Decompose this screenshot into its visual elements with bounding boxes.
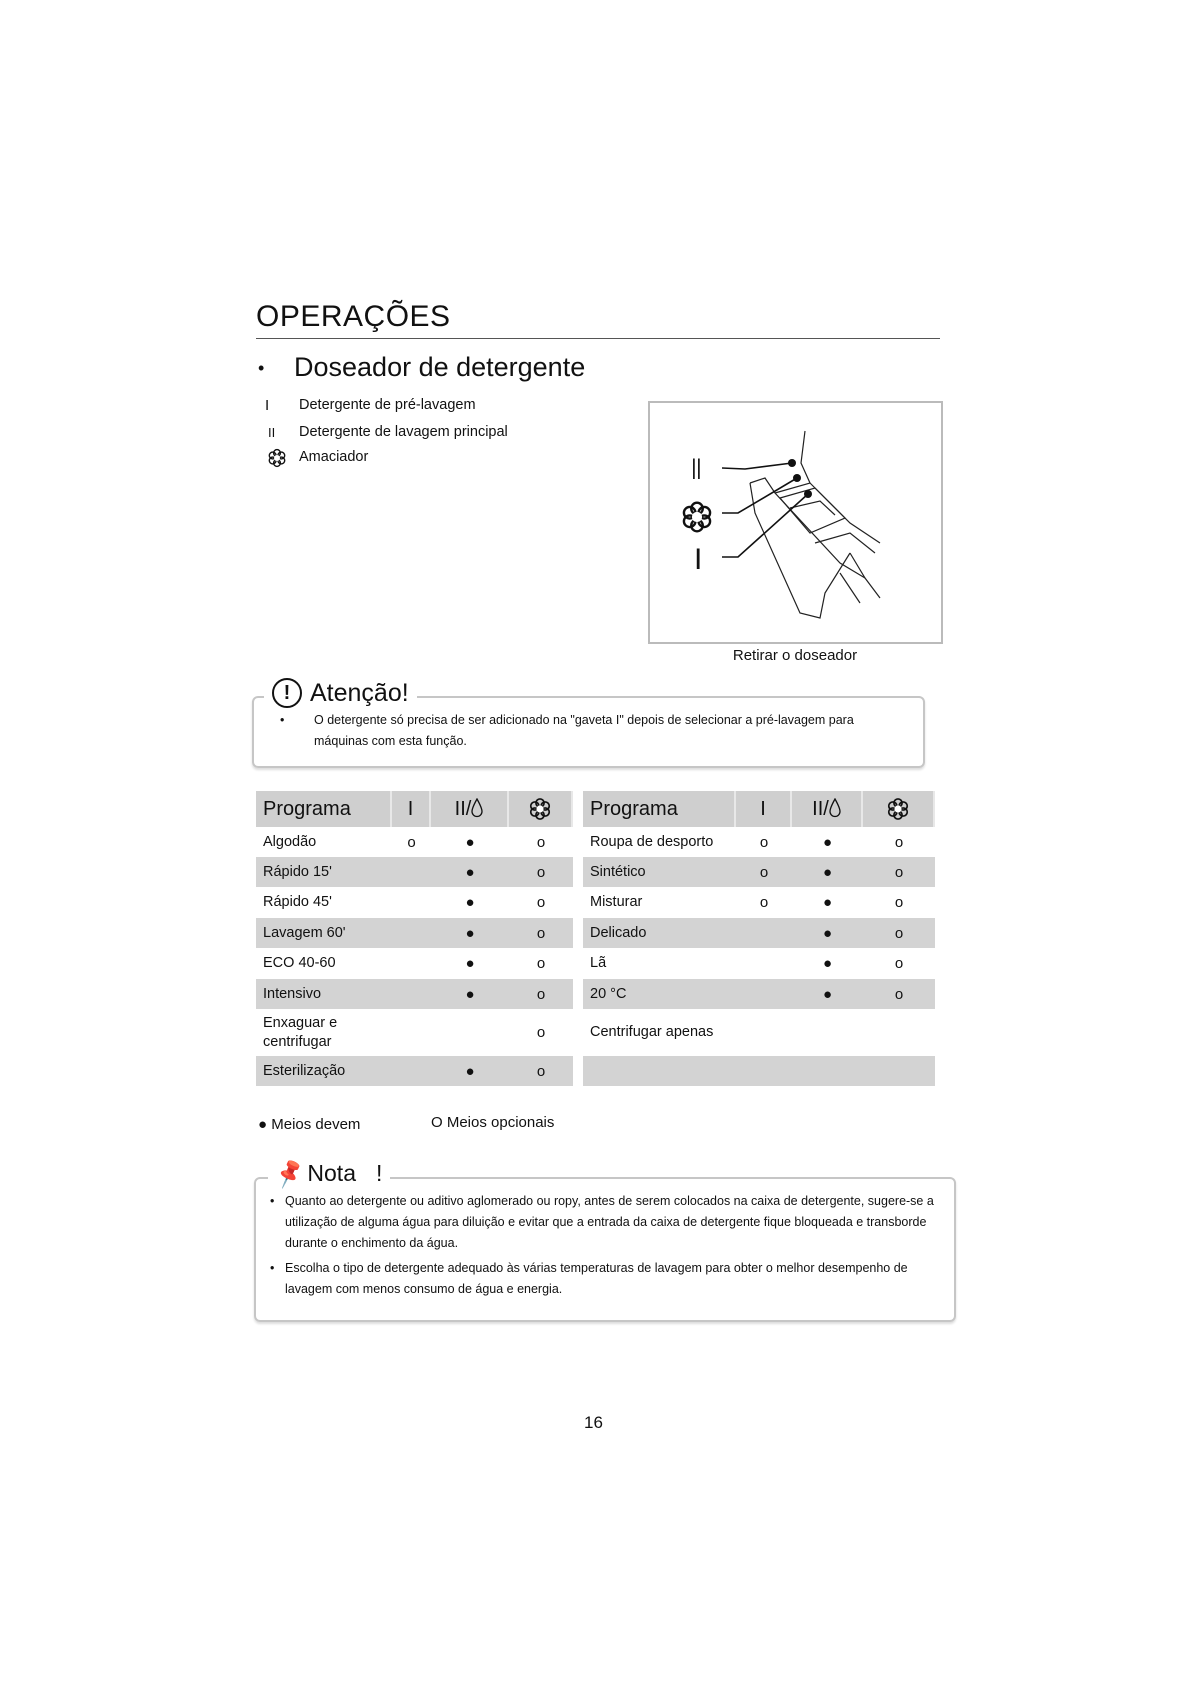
header-prewash: I: [736, 791, 792, 827]
prewash-mark: [736, 918, 792, 948]
prewash-mark: o: [736, 857, 792, 887]
softener-mark: o: [509, 918, 573, 948]
header-prewash: I: [392, 791, 431, 827]
softener-mark: o: [863, 857, 935, 887]
legend-prewash: Detergente de pré-lavagem: [299, 397, 476, 413]
figure-caption: Retirar o doseador: [732, 647, 858, 664]
bullet: •: [258, 358, 265, 378]
note-item: Quanto ao detergente ou aditivo aglomerado ou ropy, antes de serem colocados na caixa de detergente, sugere-se a utilização de alguma água para diluição e evitar que a entrada da caixa de detergente fique bloqueada e transborde durante o enchimento da água.: [285, 1194, 934, 1250]
mainwash-mark: ●: [792, 979, 863, 1009]
table-row: [256, 887, 573, 918]
flower-icon: [267, 448, 287, 468]
mainwash-mark: ●: [465, 833, 475, 851]
mainwash-mark: [792, 1056, 863, 1086]
table-row: [256, 948, 573, 979]
prewash-mark: [736, 948, 792, 979]
prewash-mark: [392, 979, 431, 1009]
header-softener: [509, 791, 573, 827]
attention-header: [264, 678, 417, 708]
softener-mark: o: [509, 1056, 573, 1086]
softener-mark: o: [894, 833, 904, 851]
header-programa: Programa: [256, 791, 392, 827]
note-header: [268, 1156, 390, 1190]
header-mainwash: [431, 791, 509, 827]
figure-label-mainwash: II: [691, 453, 702, 486]
section-title: OPERAÇÕES: [256, 300, 451, 333]
header-mainwash: [792, 791, 863, 827]
table-row: [583, 1009, 935, 1056]
mainwash-mark: ●: [822, 833, 833, 851]
mainwash-mark: ●: [792, 918, 863, 948]
prewash-mark: [736, 1056, 792, 1086]
bullet: •: [280, 713, 285, 727]
table-row: [583, 918, 935, 948]
table-row: [583, 857, 935, 887]
table-row: [256, 1056, 573, 1086]
program-name: Lavagem 60': [256, 918, 392, 948]
table-row: [256, 857, 573, 887]
program-name: Rápido 45': [263, 894, 332, 910]
softener-mark: o: [536, 1024, 546, 1041]
note-item: Escolha o tipo de detergente adequado às várias temperaturas de lavagem para obter o melhor desempenho de lavagem com menos consumo de água e energia.: [285, 1261, 908, 1296]
prewash-mark: [392, 857, 431, 887]
program-name: Enxaguar e centrifugar: [263, 1014, 338, 1050]
program-name: ECO 40-60: [263, 955, 336, 971]
water-drop-icon: [829, 798, 841, 818]
softener-mark: o: [536, 894, 546, 911]
mainwash-mark: ●: [465, 894, 475, 911]
warning-icon: !: [272, 678, 302, 708]
program-name: 20 °C: [583, 979, 736, 1009]
mainwash-mark: ●: [465, 955, 475, 972]
prewash-mark: [736, 979, 792, 1009]
mainwash-mark: ●: [822, 894, 833, 911]
legend-softener: Amaciador: [299, 449, 369, 465]
softener-mark: o: [509, 979, 573, 1009]
softener-mark: [863, 1009, 935, 1056]
flower-icon: [680, 499, 714, 535]
table-header: [583, 791, 935, 827]
program-table-right: [583, 791, 935, 1086]
softener-mark: o: [863, 979, 935, 1009]
mainwash-mark: [792, 1009, 863, 1056]
title-divider: [256, 338, 940, 339]
bullet: •: [270, 1194, 275, 1208]
table-row: [583, 979, 935, 1009]
header-programa: Programa: [583, 791, 736, 827]
prewash-mark: [392, 948, 431, 979]
mainwash-mark: ●: [431, 979, 509, 1009]
page-number: 16: [584, 1413, 603, 1432]
header-softener: [863, 791, 935, 827]
header-mainwash-label: II/: [812, 797, 829, 820]
table-header: [256, 791, 573, 827]
table-row: [583, 827, 935, 857]
softener-mark: [863, 1056, 935, 1086]
table-row: [256, 918, 573, 948]
prewash-mark: [736, 1009, 792, 1056]
program-name: Delicado: [583, 918, 736, 948]
prewash-mark: o: [759, 833, 769, 851]
table-row: [256, 1009, 573, 1056]
key-required: ● Meios devem: [258, 1116, 361, 1133]
figure-label-prewash: I: [694, 543, 703, 576]
table-row: [583, 948, 935, 979]
mainwash-mark: ●: [431, 857, 509, 887]
key-optional: O Meios opcionais: [431, 1114, 555, 1131]
table-row: [256, 979, 573, 1009]
mainwash-mark: ●: [822, 955, 833, 972]
attention-title: Atenção!: [310, 678, 409, 707]
bullet: •: [270, 1261, 275, 1275]
attention-text: O detergente só precisa de ser adicionado na "gaveta I" depois de selecionar a pré-lavagem para máquinas com esta função.: [314, 713, 854, 748]
prewash-mark: [392, 1009, 431, 1056]
program-name: Sintético: [583, 857, 736, 887]
program-name: Intensivo: [256, 979, 392, 1009]
mainwash-mark: ●: [792, 857, 863, 887]
mainwash-mark: ●: [431, 918, 509, 948]
legend-mainwash: Detergente de lavagem principal: [299, 424, 508, 440]
pushpin-icon: 📌: [272, 1156, 307, 1190]
note-exclaim: !: [376, 1160, 383, 1186]
program-name: Rápido 15': [256, 857, 392, 887]
program-name: [583, 1056, 736, 1086]
subsection-title: Doseador de detergente: [294, 352, 586, 382]
table-row: [256, 827, 573, 857]
note-title: Nota: [307, 1160, 356, 1186]
mainwash-mark: ●: [431, 1056, 509, 1086]
prewash-mark: [392, 1056, 431, 1086]
header-mainwash-label: II/: [454, 797, 472, 820]
program-table-left: [256, 791, 573, 1086]
softener-mark: o: [536, 833, 546, 851]
prewash-mark: o: [759, 894, 769, 911]
softener-mark: o: [894, 955, 904, 972]
program-name: Lã: [590, 955, 607, 971]
softener-mark: o: [863, 918, 935, 948]
mainwash-mark: [431, 1009, 509, 1056]
dispenser-illustration: [648, 401, 943, 644]
program-name: Esterilização: [256, 1056, 392, 1086]
softener-mark: o: [509, 857, 573, 887]
flower-icon: [528, 797, 552, 821]
prewash-mark: [392, 918, 431, 948]
mainwash-symbol: II: [268, 425, 276, 440]
softener-mark: o: [536, 955, 546, 972]
prewash-mark: [392, 887, 431, 918]
program-name: Algodão: [263, 833, 317, 850]
program-name: Roupa de desporto: [590, 833, 714, 850]
prewash-symbol: I: [265, 397, 270, 414]
prewash-mark: o: [407, 833, 416, 851]
program-name: Misturar: [590, 894, 643, 910]
program-name: Centrifugar apenas: [590, 1024, 714, 1040]
softener-mark: o: [894, 894, 904, 911]
flower-icon: [886, 797, 910, 821]
table-row: [583, 1056, 935, 1086]
water-drop-icon: [471, 798, 483, 818]
table-row: [583, 887, 935, 918]
